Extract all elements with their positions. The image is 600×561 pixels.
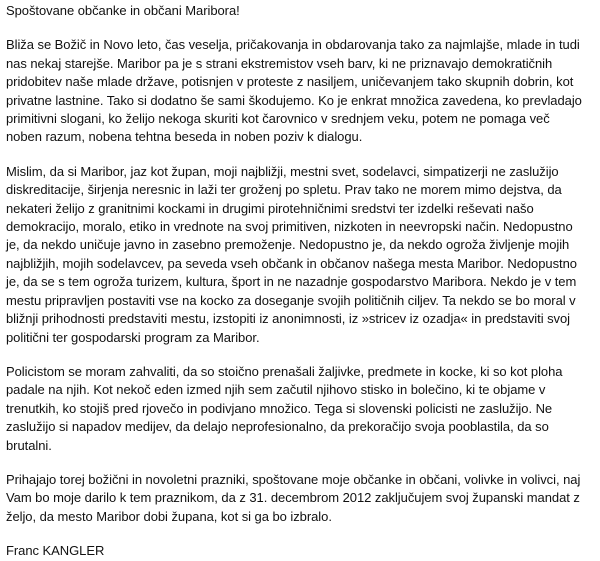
letter-greeting: Spoštovane občanke in občani Maribora! — [6, 3, 240, 18]
paragraph-line: je, da nekdo uničuje javno in zasebno premoženje. Nedopustno je, da nekdo ogroža življenje mojih — [6, 237, 570, 253]
paragraph-line: nas nekaj starejše. Maribor pa je s strani ekstremistov vseh barv, ki ne priznavajo demokratičnih — [6, 55, 553, 71]
paragraph-line: Bliža se Božič in Novo leto, čas veselja, pričakovanja in obdarovanja tako za najmlajše, mlade in tudi — [6, 37, 580, 53]
paragraph-line: bližnji prihodnosti predstaviti mestu, izstopiti iz anonimnosti, iz »stricev iz ozadja« in predstaviti svoj — [6, 311, 571, 327]
paragraph-4 — [6, 471, 594, 526]
paragraph-line: demokracijo, moralo, etiko in vrednote na svoj primitiven, nizkoten in neevropski način. Nedopustno — [6, 219, 573, 235]
paragraph-line: zaslužijo si napadov medijev, da delajo neprofesionalno, da prekoračijo svoja pooblastila, da so — [6, 419, 549, 435]
paragraph-gap — [6, 147, 594, 163]
paragraph-3 — [6, 363, 594, 455]
paragraph-line: najbližjih, mojih sodelavcev, pa seveda vseh občank in občanov našega mesta Maribor. Nedopustno — [6, 255, 577, 271]
paragraph-line: pridobitev naše mlade države, potisnjen v proteste z nasiljem, uničevanjem tako skupnih dobrin, kot — [6, 74, 574, 90]
paragraph-gap — [6, 526, 594, 542]
paragraph-2 — [6, 163, 594, 347]
paragraph-line: nekateri želijo z granitnimi kockami in drugimi pirotehničnimi sredstvi ter izdelki reševati našo — [6, 200, 534, 216]
paragraph-line: Mislim, da si Maribor, jaz kot župan, moji najbližji, mestni svet, sodelavci, simpatizerji ne zaslužijo — [6, 163, 559, 179]
paragraph-line: padale na njih. Kot nekoč eden izmed njih sem začutil njihovo stisko in bolečino, ki te objame v — [6, 382, 546, 398]
paragraph-line: brutalni. — [6, 437, 52, 453]
paragraph-line: noben razum, nobena tehtna beseda in noben poziv k dialogu. — [6, 129, 363, 145]
paragraph-line: politični ter gospodarski program za Maribor. — [6, 329, 260, 345]
paragraph-line: Policistom se moram zahvaliti, da so stoično prenašali žaljivke, predmete in kocke, ki so kot ploha — [6, 363, 563, 379]
paragraph-gap — [6, 20, 594, 36]
paragraph-line: Vam bo moje darilo k tem praznikom, da z 31. decembrom 2012 zaključujem svoj županski mandat z — [6, 490, 580, 506]
paragraph-1 — [6, 36, 594, 146]
paragraph-line: primitivni slogani, ko želijo nekoga skuriti kot čarovnico v srednjem veku, potem ne pomaga več — [6, 111, 550, 127]
paragraph-gap — [6, 455, 594, 471]
paragraph-line: željo, da mesto Maribor dobi župana, kot si ga bo izbralo. — [6, 508, 332, 524]
paragraph-line: diskreditacije, širjenja neresnic in laži ter groženj po spletu. Prav tako ne morem mimo dejstva, da — [6, 182, 562, 198]
paragraph-line: privatne lastnine. Tako si dodatno še sami škodujemo. Ko je enkrat množica zavedena, ko prevladajo — [6, 92, 582, 108]
paragraph-line: trenutkih, ko stojiš pred rjovečo in podivjano množico. Tega si slovenski policisti ne zaslužijo. Ne — [6, 400, 553, 416]
signature: Franc KANGLER — [6, 543, 105, 559]
paragraph-gap — [6, 347, 594, 363]
paragraph-line: mestu pripravljen postaviti vse na kocko za doseganje svojih političnih ciljev. Ta nekdo se bo moral v — [6, 292, 576, 308]
paragraph-line: Prihajajo torej božični in novoletni prazniki, spoštovane moje občanke in občani, volivke in volivci, naj — [6, 471, 581, 487]
paragraph-line: je, da se s tem ogroža turizem, kultura, šport in ne nazadnje gospodarstvo Maribora. Nekdo je v tem — [6, 274, 577, 290]
